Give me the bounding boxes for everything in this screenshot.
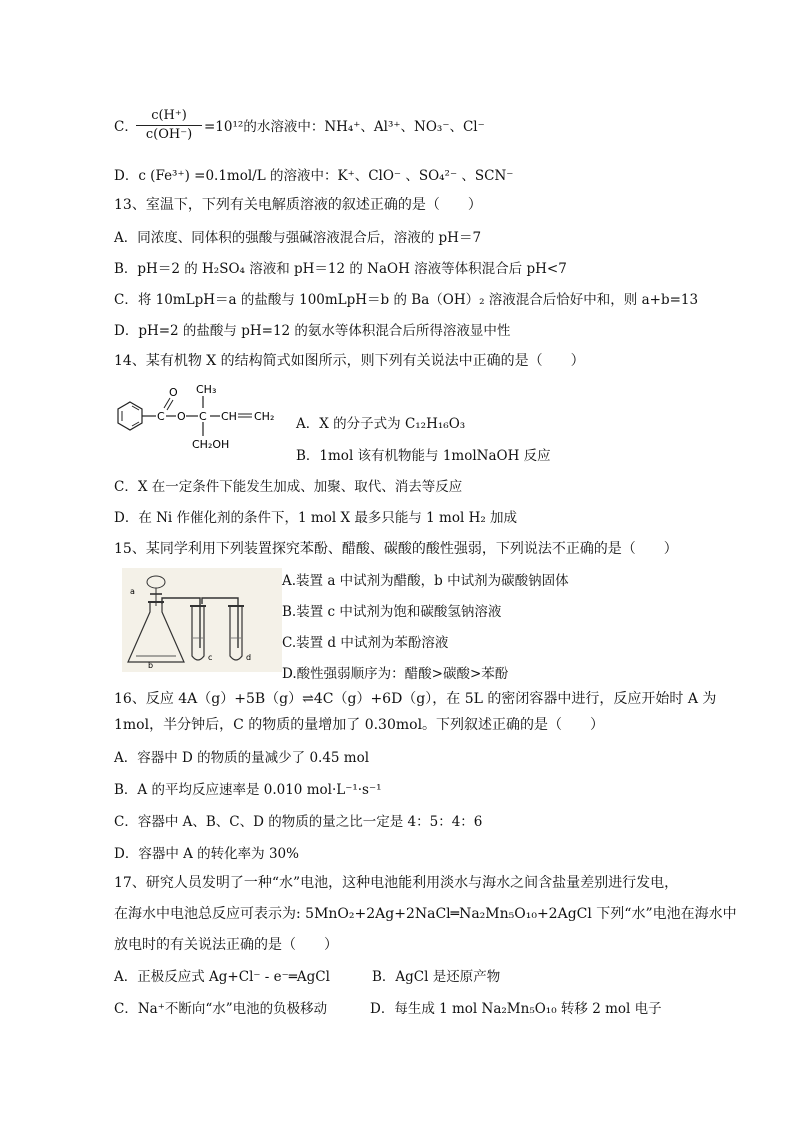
q12-c-label: C． bbox=[114, 119, 138, 135]
q15-option-b: B.装置 c 中试剂为饱和碳酸氢钠溶液 bbox=[282, 604, 502, 620]
q16-option-a: A．容器中 D 的物质的量减少了 0.45 mol bbox=[114, 750, 370, 766]
q16-option-b: B．A 的平均反应速率是 0.010 mol·L⁻¹·s⁻¹ bbox=[114, 782, 382, 798]
q15-stem: 15、某同学利用下列装置探究苯酚、醋酸、碳酸的酸性强弱，下列说法不正确的是（ ） bbox=[114, 541, 678, 557]
fraction-numerator: c(H⁺) bbox=[151, 108, 187, 123]
q13-option-c: C．将 10mLpH＝a 的盐酸与 100mLpH＝b 的 Ba（OH）₂ 溶液混合后恰好中和，则 a+b=13 bbox=[114, 292, 699, 308]
q16-stem-line2: 1mol，半分钟后，C 的物质的量增加了 0.30mol。下列叙述正确的是（ ） bbox=[114, 717, 605, 733]
struct-carbonyl-c: C bbox=[157, 410, 165, 423]
q14-option-c: C．X 在一定条件下能发生加成、加聚、取代、消去等反应 bbox=[114, 479, 463, 495]
q13-option-a: A．同浓度、同体积的强酸与强碱溶液混合后，溶液的 pH＝7 bbox=[114, 230, 482, 246]
q15-option-d: D.酸性强弱顺序为：醋酸>碳酸>苯酚 bbox=[282, 666, 509, 682]
q17-option-c: C．Na⁺不断向“水”电池的负极移动 bbox=[114, 1001, 328, 1017]
q14-structure-diagram bbox=[112, 382, 292, 460]
q14-option-d: D．在 Ni 作催化剂的条件下，1 mol X 最多只能与 1 mol H₂ 加成 bbox=[114, 510, 518, 526]
q12-c-fraction bbox=[136, 108, 202, 143]
struct-quaternary-c: C bbox=[199, 410, 207, 423]
q17-option-b: B．AgCl 是还原产物 bbox=[372, 969, 501, 985]
q14-stem: 14、某有机物 X 的结构简式如图所示，则下列有关说法中正确的是（ ） bbox=[114, 353, 585, 369]
fraction-denominator: c(OH⁻) bbox=[145, 127, 193, 142]
q13-option-b: B．pH＝2 的 H₂SO₄ 溶液和 pH＝12 的 NaOH 溶液等体积混合后 pH<7 bbox=[114, 261, 567, 277]
q17-stem-line3: 放电时的有关说法正确的是（ ） bbox=[114, 937, 338, 953]
label-b: b bbox=[148, 661, 154, 670]
q17-stem-line2: 在海水中电池总反应可表示为: 5MnO₂+2Ag+2NaCl═Na₂Mn₅O₁₀+2AgCl 下列“水”电池在海水中 bbox=[114, 906, 737, 922]
fraction-bar bbox=[136, 125, 202, 126]
q16-option-c: C．容器中 A、B、C、D 的物质的量之比一定是 4：5：4：6 bbox=[114, 814, 483, 830]
q14-option-b: B．1mol 该有机物能与 1molNaOH 反应 bbox=[296, 448, 551, 464]
q16-stem-line1: 16、反应 4A（g）+5B（g）⇌4C（g）+6D（g），在 5L 的密闭容器中进行，反应开始时 A 为 bbox=[114, 691, 717, 707]
q15-apparatus-diagram bbox=[122, 568, 282, 672]
q13-stem: 13、室温下，下列有关电解质溶液的叙述正确的是（ ） bbox=[114, 197, 482, 213]
q12-d-option: D．c (Fe³⁺) =0.1mol/L 的溶液中：K⁺、ClO⁻ 、SO₄²⁻ 、SCN⁻ bbox=[114, 168, 514, 184]
q17-stem-line1: 17、研究人员发明了一种“水”电池，这种电池能利用淡水与海水之间含盐量差别进行发电， bbox=[114, 875, 679, 891]
struct-vinyl-ch2: CH₂ bbox=[254, 410, 275, 423]
q13-option-d: D．pH=2 的盐酸与 pH=12 的氨水等体积混合后所得溶液显中性 bbox=[114, 323, 511, 339]
q15-option-a: A.装置 a 中试剂为醋酸，b 中试剂为碳酸钠固体 bbox=[282, 573, 569, 589]
struct-carbonyl-o: O bbox=[169, 386, 178, 399]
q17-option-a: A．正极反应式 Ag+Cl⁻ - e⁻═AgCl bbox=[114, 969, 330, 985]
q15-option-c: C.装置 d 中试剂为苯酚溶液 bbox=[282, 635, 449, 651]
struct-hydroxymethyl: CH₂OH bbox=[192, 438, 230, 451]
struct-methyl: CH₃ bbox=[196, 383, 217, 396]
struct-vinyl-ch: CH bbox=[221, 410, 237, 423]
q14-option-a: A．X 的分子式为 C₁₂H₁₆O₃ bbox=[296, 416, 466, 432]
struct-ester-o: O bbox=[177, 410, 186, 423]
q17-option-d: D．每生成 1 mol Na₂Mn₅O₁₀ 转移 2 mol 电子 bbox=[370, 1001, 662, 1017]
label-a: a bbox=[130, 587, 135, 596]
q16-option-d: D．容器中 A 的转化率为 30% bbox=[114, 846, 299, 862]
label-d: d bbox=[246, 653, 252, 662]
label-c: c bbox=[208, 653, 213, 662]
q12-c-text: =10¹²的水溶液中：NH₄⁺、Al³⁺、NO₃⁻、Cl⁻ bbox=[204, 119, 485, 135]
